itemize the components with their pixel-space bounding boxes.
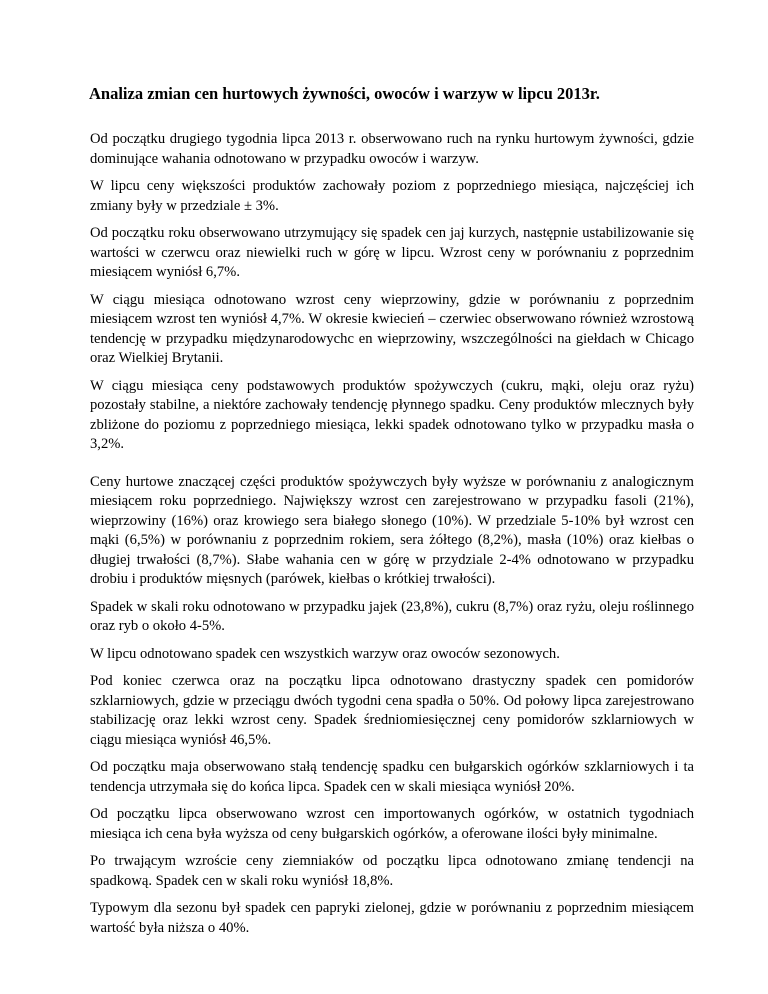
paragraph-8: W lipcu odnotowano spadek cen wszystkich warzyw oraz owoców sezonowych. (90, 645, 560, 662)
paragraph-11: Od początku lipca obserwowano wzrost cen importowanych ogórków, w ostatnich tygodniach miesiąca ich cena była wyższa od ceny bułgarskich ogórków, a oferowane ilości były minimalne. (90, 806, 694, 842)
paragraph-5: W ciągu miesiąca ceny podstawowych produktów spożywczych (cukru, mąki, oleju oraz ryżu) pozostały stabilne, a niektóre zachowały tendencję płynnego spadku. Ceny produktów mlecznych były zbliżone do poziomu z poprzedniego miesiąca, lekki spadek odnotowano tylko w przypadku masła o 3,2%. (90, 377, 694, 452)
paragraph-9: Pod koniec czerwca oraz na początku lipca odnotowano drastyczny spadek cen pomidorów szklarniowych, gdzie w przeciągu dwóch tygodni cena spadła o 50%. Od połowy lipca zarejestrowano stabilizację oraz lekki wzrost ceny. Spadek średniomiesięcznej ceny pomidorów szklarniowych w ciągu miesiąca wyniósł 46,5%. (90, 673, 694, 748)
paragraph-6: Ceny hurtowe znaczącej części produktów spożywczych były wyższe w porównaniu z analogicznym miesiącem roku poprzedniego. Największy wzrost cen zarejestrowano w przypadku fasoli (21%), wieprzowiny (16%) oraz krowiego sera białego słonego (10%). W przedziale 5-10% był wzrost cen mąki (6,5%) w porównaniu z poprzednim rokiem, sera żółtego (8,2%), masła (10%) oraz kiełbas o długiej trwałości (8,7%). Słabe wahania cen w górę w przydziale 2-4% odnotowano w przypadku drobiu i produktów mięsnych (parówek, kiełbas o krótkiej trwałości). (90, 473, 694, 587)
paragraph-13: Typowym dla sezonu był spadek cen papryki zielonej, gdzie w porównaniu z poprzednim miesiącem wartość była niższa o 40%. (90, 900, 694, 936)
document-page (90, 84, 694, 946)
paragraph-3: Od początku roku obserwowano utrzymujący się spadek cen jaj kurzych, następnie ustabilizowanie się wartości w czerwcu oraz niewielki ruch w górę w lipcu. Wzrost ceny w porównaniu z poprzednim miesiącem wyniósł 6,7%. (90, 225, 694, 280)
paragraph-10: Od początku maja obserwowano stałą tendencję spadku cen bułgarskich ogórków szklarniowych i ta tendencja utrzymała się do końca lipca. Spadek cen w skali miesiąca wyniósł 20%. (90, 759, 694, 795)
paragraph-1: Od początku drugiego tygodnia lipca 2013 r. obserwowano ruch na rynku hurtowym żywności, gdzie dominujące wahania odnotowano w przypadku owoców i warzyw. (90, 131, 694, 167)
paragraph-7: Spadek w skali roku odnotowano w przypadku jajek (23,8%), cukru (8,7%) oraz ryżu, oleju roślinnego oraz ryb o około 4-5%. (90, 598, 694, 634)
paragraph-12: Po trwającym wzroście ceny ziemniaków od początku lipca odnotowano zmianę tendencji na spadkową. Spadek cen w skali roku wyniósł 18,8%. (90, 853, 694, 889)
document-title: Analiza zmian cen hurtowych żywności, owoców i warzyw w lipcu 2013r. (89, 84, 600, 103)
paragraph-4: W ciągu miesiąca odnotowano wzrost ceny wieprzowiny, gdzie w porównaniu z poprzednim miesiącem wzrost ten wyniósł 4,7%. W okresie kwiecień – czerwiec obserwowano również wzrostową tendencję w przypadku międzynarodowychc en wieprzowiny, wszczególności na giełdach w Chicago oraz Wielkiej Brytanii. (90, 291, 694, 366)
paragraph-2: W lipcu ceny większości produktów zachowały poziom z poprzedniego miesiąca, najczęściej ich zmiany były w przedziale ± 3%. (90, 178, 694, 214)
